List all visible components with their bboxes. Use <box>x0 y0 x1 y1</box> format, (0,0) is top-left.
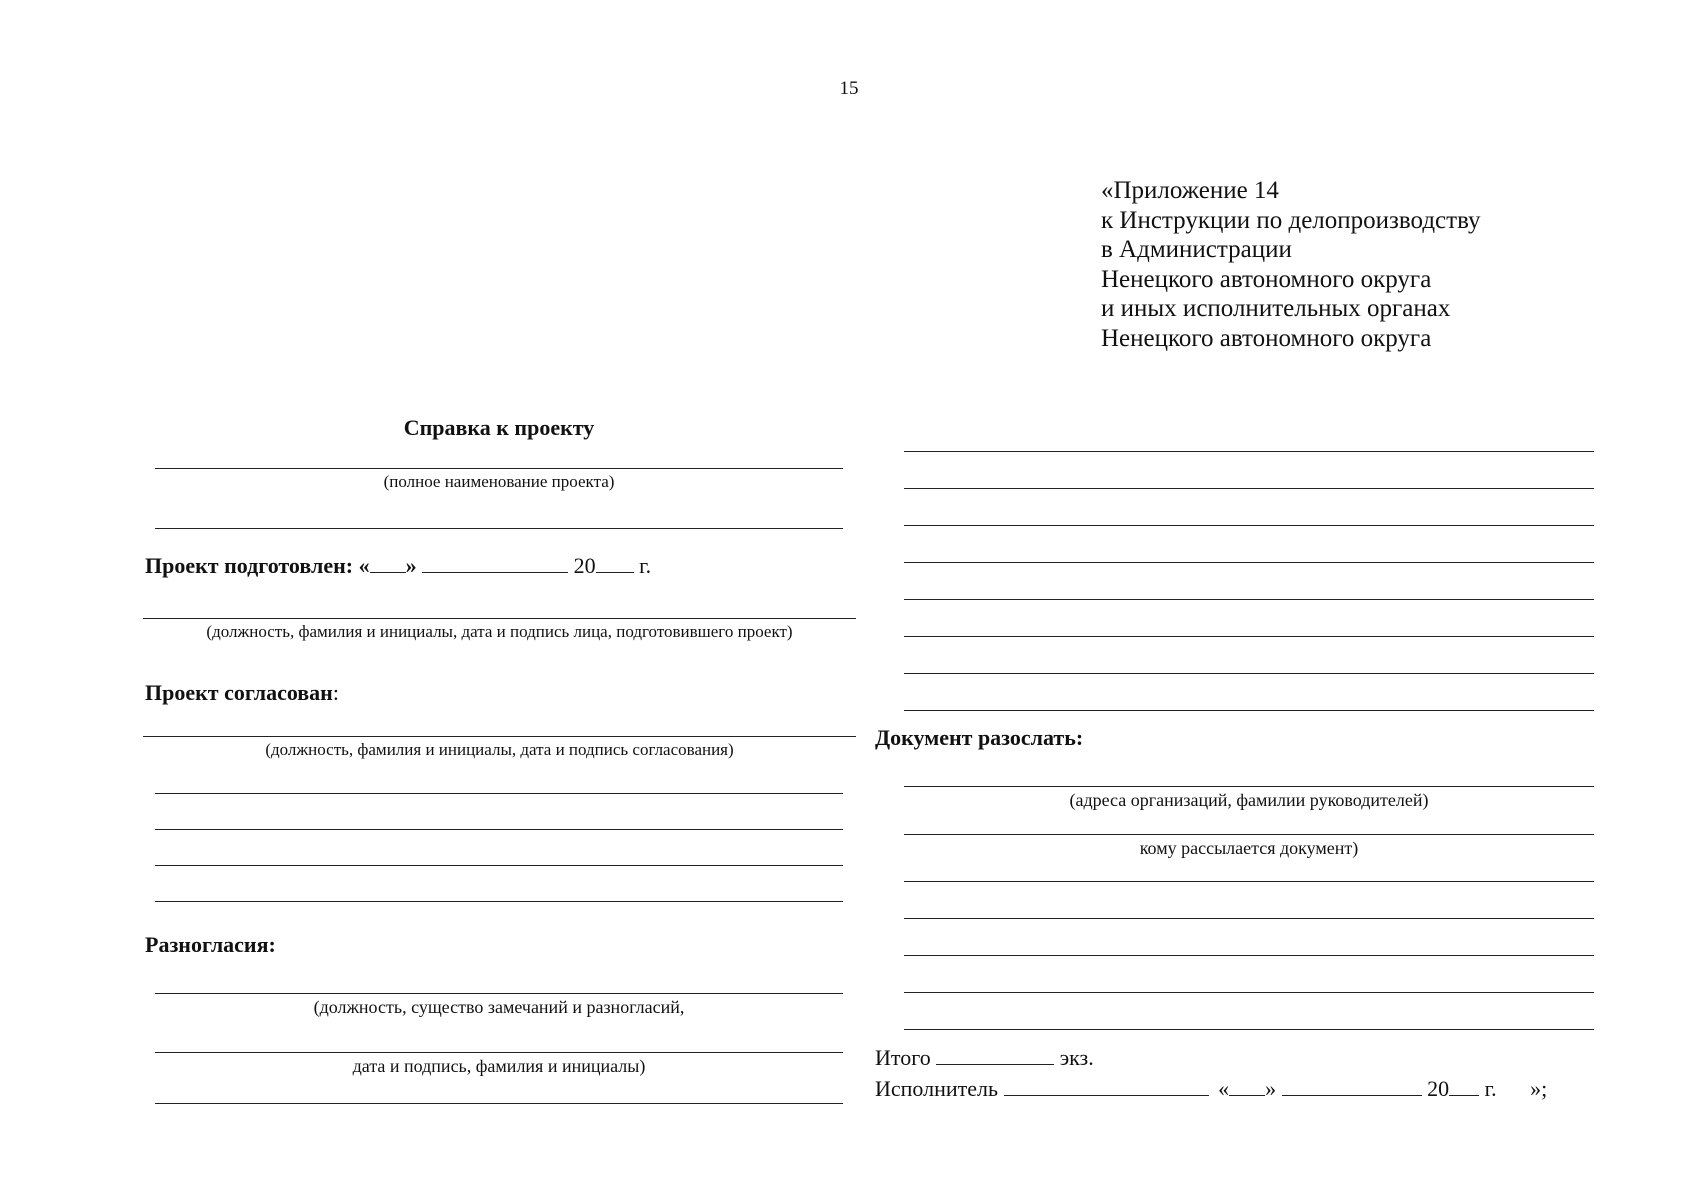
year-prefix: 20 <box>573 553 596 578</box>
notes-line <box>904 710 1594 711</box>
closing-mark: »; <box>1530 1076 1548 1101</box>
notes-line <box>904 673 1594 674</box>
prepared-row <box>145 552 651 579</box>
quote-close: » <box>1265 1076 1277 1101</box>
prepared-caption: (должность, фамилия и инициалы, дата и подпись лица, подготовившего проект) <box>206 622 793 641</box>
day-blank <box>370 552 406 573</box>
page-number: 15 <box>839 78 859 99</box>
executor-blank <box>1004 1075 1209 1096</box>
total-label: Итого <box>875 1045 931 1070</box>
agreed-label: Проект согласован <box>145 680 333 705</box>
send-line <box>904 786 1594 787</box>
executor-row <box>875 1075 1547 1102</box>
appendix-header <box>1101 176 1481 353</box>
month-blank <box>1282 1075 1422 1096</box>
agreed-extra-line <box>155 829 843 830</box>
day-blank <box>1229 1075 1265 1096</box>
appendix-line: к Инструкции по делопроизводству <box>1101 206 1481 234</box>
agreed-extra-line <box>155 901 843 902</box>
disagreements-caption-1: (должность, существо замечаний и разногласий, <box>313 997 685 1017</box>
appendix-line: Ненецкого автономного округа <box>1101 265 1432 293</box>
disagreements-line-3 <box>155 1103 843 1104</box>
total-blank <box>936 1044 1054 1065</box>
send-extra-line <box>904 955 1594 956</box>
agreed-colon: : <box>332 680 339 705</box>
appendix-line: «Приложение 14 <box>1101 177 1279 204</box>
quote-close: » <box>405 553 417 578</box>
total-unit: экз. <box>1059 1045 1094 1070</box>
notes-line <box>904 525 1594 526</box>
appendix-line: и иных исполнительных органах <box>1101 295 1451 322</box>
notes-line <box>904 599 1594 600</box>
month-blank <box>422 552 568 573</box>
notes-line <box>904 488 1594 489</box>
year-suffix: г. <box>639 553 652 578</box>
notes-line <box>904 636 1594 637</box>
prepared-label: Проект подготовлен: <box>145 553 354 578</box>
year-blank <box>1449 1075 1479 1096</box>
total-row <box>875 1044 1094 1071</box>
disagreements-line <box>155 993 843 994</box>
agreed-extra-line <box>155 865 843 866</box>
year-prefix: 20 <box>1427 1076 1450 1101</box>
project-name-caption: (полное наименование проекта) <box>383 472 615 491</box>
agreed-caption: (должность, фамилия и инициалы, дата и подпись согласования) <box>265 740 734 759</box>
quote-open: « <box>358 553 370 578</box>
disagreements-line-2 <box>155 1052 843 1053</box>
year-blank <box>596 552 634 573</box>
appendix-line: Ненецкого автономного округа <box>1101 324 1432 352</box>
send-caption-2: кому рассылается документ) <box>1139 838 1359 858</box>
form-title: Справка к проекту <box>403 415 595 440</box>
send-extra-line <box>904 992 1594 993</box>
agreed-signature-line <box>143 736 856 737</box>
send-extra-line <box>904 918 1594 919</box>
agreed-row <box>145 680 339 706</box>
send-line-2 <box>904 834 1594 835</box>
send-label: Документ разослать: <box>875 725 1084 750</box>
notes-line <box>904 562 1594 563</box>
disagreements-label: Разногласия: <box>145 932 276 957</box>
quote-open: « <box>1218 1076 1230 1101</box>
send-extra-line <box>904 881 1594 882</box>
send-caption-1: (адреса организаций, фамилии руководителей) <box>1069 790 1429 810</box>
year-suffix: г. <box>1484 1076 1497 1101</box>
disagreements-caption-2: дата и подпись, фамилия и инициалы) <box>352 1056 646 1076</box>
send-extra-line <box>904 1029 1594 1030</box>
appendix-line: в Администрации <box>1101 236 1292 263</box>
prepared-signature-line <box>143 618 856 619</box>
executor-label: Исполнитель <box>875 1076 999 1101</box>
notes-line <box>904 451 1594 452</box>
agreed-extra-line <box>155 793 843 794</box>
project-name-line-2 <box>155 528 843 529</box>
project-name-line <box>155 468 843 469</box>
